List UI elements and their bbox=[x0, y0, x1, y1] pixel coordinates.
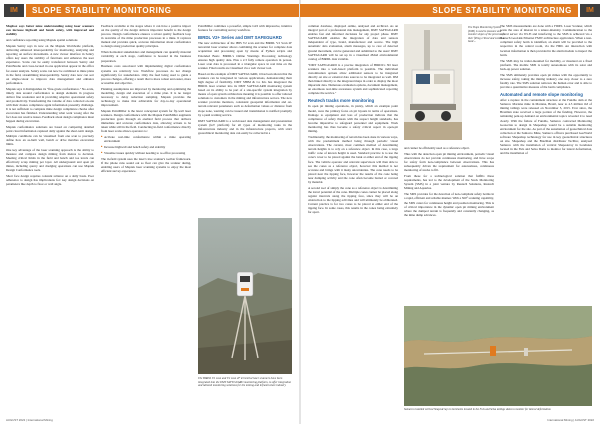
section-subhead: BIRDL V2+ Series and DMT SAFEGUARD bbox=[198, 34, 282, 40]
section-subhead: Automated and remote slope monitoring bbox=[500, 91, 583, 97]
im-logo bbox=[4, 4, 24, 17]
paragraph: The new architecture of the IBIS V2 scan and the BIRDL V2 Scan 2F terrestrial laser scanner allows combining the scanner for complete data acquisition and processing open by means of Python scripts and Extended Basic. BIRDL's Online Warnings Processing technology ensures high quality data. Plus a 2.3 fully remote operation in person. Laser scan data is processed in a triangular space in real time on the scanner. Final results are visualised via a web viewer tool. bbox=[198, 41, 292, 70]
paragraph: Thus with the detection open pit mining environment, periodic visual observations do not provide continuous monitoring, and have scope for safety form non-compliance between observations. This has subsequently driven the requirement for autonomous, continuous monitoring of stacks to fill. bbox=[404, 151, 494, 173]
paragraph: Maptek PointMiller is the latest conceptual system for fly-wall laser scanners. Design conformance with the Maptek PointMiller augments production goals through an enabled field process that delivers immediate and accurate conformance data, allowing actions to be taken while still in the field. Conducting in-field conformance directly from laser scans allows operators to: bbox=[101, 108, 191, 134]
figure-caption: The BIRDL V2 scan and V2 scan 2F terrestrial laser scanners have been integrated into the DMT SAFEGUARD monitoring platform, to offer integration and tailored monitoring solutions for the mining and infrastructure industry bbox=[198, 376, 292, 388]
paragraph: The SMS measurements are done with a FIDEL Laser Scanner, which scans the area of interest in a tenure-intensity. Communication to the central server via Wi-Fi and interfacing to the SMS is achieved via a Reutech GeoLink Ethernet FMW architecture application. When a non-compliant safety berm is identified, an alarm will be provided to the respective in the central room, via the HMI. An interaction with location information is then provided in the alarm module to inspect the berm. bbox=[500, 24, 592, 57]
scanner-photo bbox=[198, 218, 292, 374]
bullet-item: ■ Activate real-time conformance within a mine operating environment bbox=[101, 135, 191, 143]
figure-caption: Samarco installed vertical ShapeArrays in boreholes located in the Fuls and Selsa tailings dams to monitor for lateral deformation bbox=[404, 408, 551, 411]
left-column-2 bbox=[101, 24, 191, 410]
page-footer: International Mining | AUGUST 2022 bbox=[547, 418, 594, 422]
page-footer: AUGUST 2022 | International Mining bbox=[6, 418, 53, 422]
sms-photo-illustration bbox=[404, 24, 462, 140]
im-logo-text: IM bbox=[10, 7, 18, 14]
dam-photo-illustration bbox=[404, 306, 592, 406]
section-banner bbox=[26, 4, 300, 17]
paragraph: Maptek Sentry says in now on the Maptek Worldwide platform, delivering enhanced interoperability for monitoring, analysing and reporting on surface movements. A new viewer interface in Sentry offers key users the stability of functions and enhances the user experience. Scans can be easily transferred between Sentry and PointStudio and cross-located in one application appear in the office for easier analysis. Sentry scans can now be combined to mine plans in the field, streamlining interoperability. Sentry data now can sort on single-colour to improve data management and enhance performance. bbox=[6, 43, 94, 85]
paragraph: Mapbox says better mine understanding using laser scanners can increase highwall and bench safety, with improved and stability bbox=[6, 24, 94, 37]
paragraph: The SMS provides for the detection of non-compliant safety berms in a rapid, efficient and reliable manner. With a 360° scanning capability, the SMS caters for continuous height and position monitoring. This is of critical importance in the dynamic open pit mining environment where the dumped terrain is frequently and constantly changing, as the mine dump advances. bbox=[404, 192, 494, 217]
paragraph: Short face design requires constant reliance on a daily basis. Poor adherence to design has implications for: key design decisions on parameters like depth to floor or wall angle. bbox=[6, 173, 94, 187]
paragraph: In open pit mining operations, in plenty, which an example point model, were the primary focus on pit layouts in terms of operations. Damage to equipment and loss of production indicate that the compliance of safety threats with the respect height standards, has become imperative to safeguard personnel and equipment. Work monitoring has thus become a safety critical aspect in open-pit mining. bbox=[308, 104, 398, 134]
bullet-item: ■ Increase highwall and bench safety and stability bbox=[101, 145, 191, 149]
paragraph: Traditionally, the monitoring of terrain has been done in various ways, with the predominant method being through periodic visual observations. The current, most common method of determining terrain heights is to rely on a reference object. In this case, a large traffic cone of known height is used. Standard practice is to use the cone's rover to be placed against the bank at either end of the tipping face. The vehicle operator and relevant supervisors will then able to see the cones as a reference object, however this method is not accurate and brings with it many uncertainties. The cone needs to be placed near the tipping face, however the results of the cone being near dumping activity and the cone often become buried or covered by material. bbox=[308, 134, 398, 184]
section-banner bbox=[300, 4, 578, 17]
paragraph: Maptek says it distinguishes its "fine-grade conformance." No-scale, timely data around conformance to design elements in progress deliver fine resolution and in providing adaptive operational safety and productivity. Transforming the volume of data collected on-site with their drones compliance agent information presently challenge. It is not sufficient to complete mine design compliance checks after excavation has finished. Understanding what went wrong after the fact does not resolve issues. Feedback about design compliance must happen during excavation. bbox=[6, 86, 94, 124]
scanner-photo-illustration bbox=[198, 218, 292, 374]
left-column-3 bbox=[198, 24, 292, 214]
paragraph: Maptek conformance solutions are based on comparing detailed point cloud information captured daily against the short-term design. Multiple conditions can be visualised from one scan to precisely define how an as-built wall, bench or drive matches excavation limits. bbox=[6, 125, 94, 146]
paragraph: The in-field system uses the laser's true scanner's toolbar framework. If the phone runs sound out so fleet can give the scanner during, enabling users of Maptek laser scanning systems to enjoy the most efficient survey experience. bbox=[101, 157, 191, 174]
paragraph: and confidence reporting using Maptek spatial solutions bbox=[6, 38, 78, 43]
paragraph: After a rupture in the containment structure at the Fundão dam at the Samarco Mariana mine in Mariana, Brazil, near to 4.5 million m3 of mining tailings were released on November 5, 2015. Ever since, the Brazilian state received a large portion of the funding. However, the remaining pent-up demand on environmental topics revealed it to need clearly. With the failure of Fundão, Samarco contracted Monitoring Geotecnia to design in Shapeshop would be a suitable monitoring environment for the site. As part of the automation of geotechnical data collection at the Samarco Mine, Samarco officers purchased GeoWorld software Shapeshop technology for use in key geotechnical structures on site. Shapeshop and the Brazilian distributor TecMac, analysed Samarco with the installation of vertical ShapeArray in boreholes located in the Fuls and Selsa Dams to monitor for lateral deformation, and the installation of bbox=[500, 98, 592, 156]
right-page bbox=[300, 0, 600, 424]
paragraph: DMT SAFEGUARD is a web-based data management and presentation system (IoT platform) for all types of monitoring tasks in the infrastructure industry and in the infrastructure projects, with strict geotechnical monitoring data can easily be collected in a bbox=[198, 118, 292, 135]
paragraph: "DMT SAFEGUARD is a precise integration of BIRDL's 3D laser scanners into a web-based platform is possible. The individual customisation options allow additional sensors to be integrated directly on site or external data sources to be integrated as well. DM then linked directly to the integrated maps in order to display the most important data. Numerous evaluation options, document management, an enormous real-time awareness system and sophisticated reporting complete the service." bbox=[308, 62, 398, 96]
sms-photo bbox=[404, 24, 462, 140]
right-column-1 bbox=[308, 24, 398, 410]
paragraph: PointMiller combines a powerful, simple GUI with impressive, intuitive features for controlling survey workflow. bbox=[198, 24, 292, 33]
dam-photo bbox=[404, 306, 592, 406]
im-logo-text: IM bbox=[586, 7, 594, 14]
section-title: SLOPE STABILITY MONITORING bbox=[32, 6, 172, 15]
paragraph: The SMS may be trailer-mounted for mobility, or mounted on a fixed platform. The mobile SMS is totally autonomous with its solar and back-up power solution. bbox=[500, 58, 592, 71]
section-subhead: Reutech tracks more monitoring bbox=[308, 97, 375, 103]
paragraph: From these for a technological solution that fulfills these requirements, has led to the development of the Stack Monitoring System (SMS) in a joint venture by Reutech Solutions, Reutech Mining and Aquarius. bbox=[404, 174, 494, 191]
paragraph: Feedback available at the stages where it can have a positive impact on the quality of the design delivers important benefit to the design process. Design conformance ensures a robust quality feedback loop in real-time of the mine production processes in a mine. It replaces manual and provides quick, accurate information about conformance to design along production quality principles. bbox=[101, 24, 191, 49]
paragraph: Planning assumptions are improved by monitoring and optimising the modelling, design and execution of a mine plan. It is no longer necessary to delay reduction sampling. Maptek provides the technology to make that achievable for day-to-day operational improvement. bbox=[101, 86, 191, 108]
right-column-2 bbox=[404, 146, 494, 302]
paragraph: The SMS ultimately provides open pit mines with the opportunity to increase safety, taking the mining industry one step closer to a zero fatality rate. The SMS solution removes the human error and is able to provide a quantitative measure of the berm compliance. bbox=[500, 72, 592, 89]
paragraph: common database, displayed online, analysed and archived. As an integral part of a professional risk management, DMT SAFEGUARD enables fast and informed decisions for any project phase. DMT SAFEGUARD enables the integration of data and sensors independent of type, brand, manufacturer and source. The high automatic data evaluation, alarm messages, up to care of detected ground movement, can be generated and submitted to the users' DMT SAFEGUARD will be set up in a visualised dMAI environmental catalog of BIRDL data variable. bbox=[308, 24, 398, 61]
paragraph: When horizontal stakeholders and management can quantify material variability at each stage, confidence is boosted in the business preparation. bbox=[101, 50, 191, 63]
paragraph: A second tool of simply the cone as a reference object is determining the travel potential of the cone. Multiple cones cannot be placed along regular intervals along the tipping face, since they will be an obstruction to the tipping activities and will ultimately be obliterated. Current practice is for two cones to be placed at either end of the tipping face. In some cases, this results in the cones being extremely far apart. bbox=[308, 185, 398, 215]
section-title: SLOPE STABILITY MONITORING bbox=[432, 6, 572, 15]
im-logo bbox=[580, 4, 600, 17]
bullet-item: ■ Visualise issues quickly without needing to re-office processing bbox=[101, 151, 191, 155]
paragraph: Based on the example of DMT SAFEGUARD, it has been shown that the scanners can be integrated in various applications, demonstrating their high degree of flexibility. DMT SHIM & Co KG has integrated the BIRDL laser scanner into its DMT SAFEGUARD monitoring system based on its ability to be part of a site-specific system integration by means of open system architecture meaning it is possible to offer tailored solutions to customers in the mining and infrastructure sectors. The new scanner provides monitors, consistent geospatial information and on-terrain relevant parameters such as deformation values or distance from slope zone, warning can be issued and transmission is notified promptly by a push warning service. bbox=[198, 71, 292, 117]
left-column-1 bbox=[6, 24, 94, 410]
figure-caption: The Slope Monitoring System (SMS) is used to measure and monitor slopes of the process of their filling critical and switch a basic... bbox=[468, 26, 505, 44]
paragraph: and cannot be efficiently used as a reference object. bbox=[404, 146, 470, 150]
paragraph: Business costs associated with implementing digital conformance systems are relatively low. Workflow processes do not change significantly for stakeholders. Only the feed being used to guide a process changes, offering a result that is more robust and easier, more accessible and objective. bbox=[101, 64, 191, 85]
paragraph: One key advantage of the laser scanning approach is the ability to measure and compare design mining from metres to decision. Meeting critical limits in the field and bench and toe levels can effectively scrap mining per layer. All underground and open pit mines, including quarry and dredging operations can use Maptek Design Conformance tools. bbox=[6, 147, 94, 173]
right-column-3 bbox=[500, 24, 592, 310]
